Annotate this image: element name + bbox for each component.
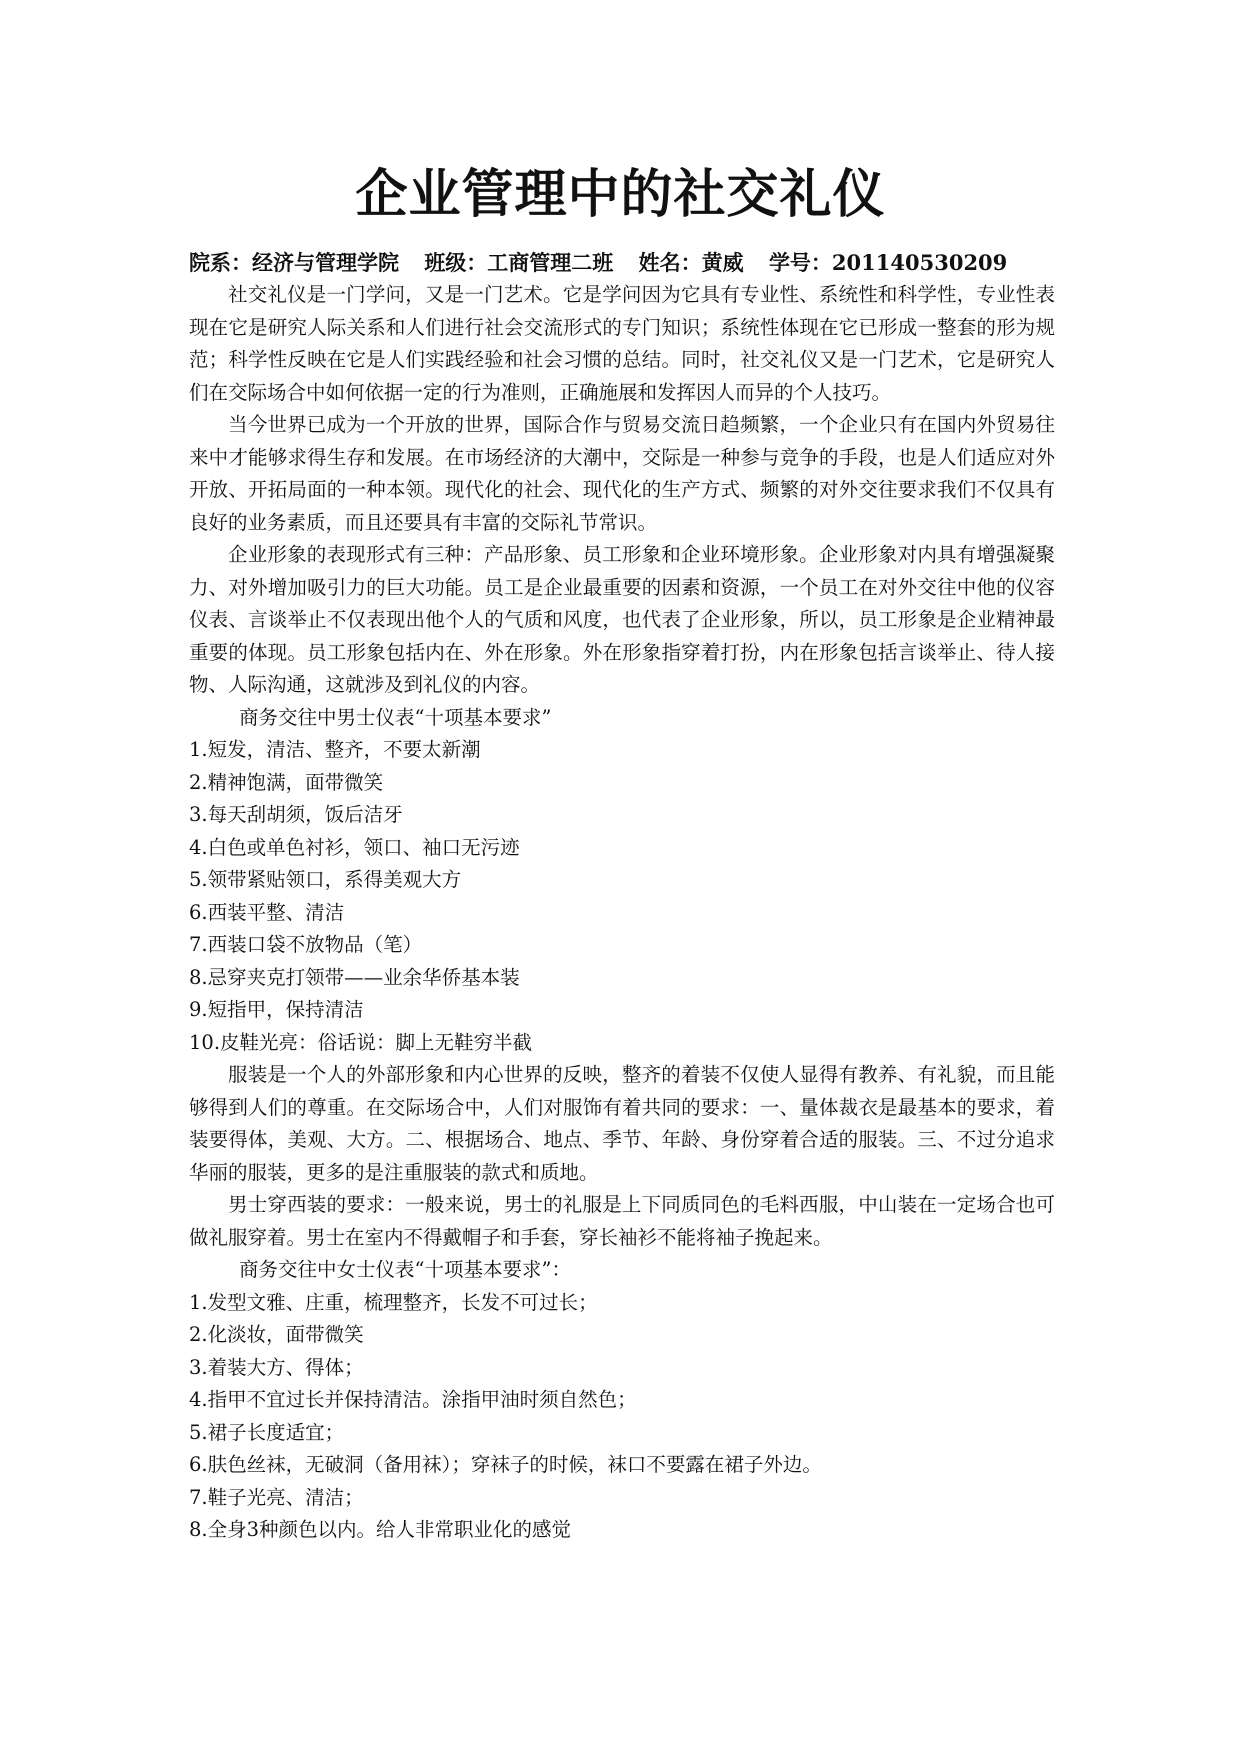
list-item: 6.西装平整、清洁 [189, 900, 345, 924]
department: 院系：经济与管理学院 [189, 250, 399, 275]
document-body [189, 279, 1055, 1547]
list-item: 2.精神饱满，面带微笑 [189, 770, 384, 794]
list-item: 1.发型文雅、庄重，梳理整齐，长发不可过长； [189, 1290, 598, 1314]
list-item: 7.西装口袋不放物品（笔） [189, 933, 423, 956]
list-item: 9.短指甲，保持清洁 [189, 998, 364, 1021]
author-info [189, 247, 1089, 279]
paragraph: 男士穿西装的要求：一般来说，男士的礼服是上下同质同色的毛料西服，中山装在一定场合也可做礼服穿着。男士在室内不得戴帽子和手套，穿长袖衫不能将袖子挽起来。 [189, 1193, 1055, 1249]
list-item: 5.领带紧贴领口，系得美观大方 [189, 868, 462, 891]
women-requirements-heading: 商务交往中女士仪表“十项基本要求”： [239, 1258, 571, 1281]
paragraph: 企业形象的表现形式有三种：产品形象、员工形象和企业环境形象。企业形象对内具有增强凝聚力、对外增加吸引力的巨大功能。员工是企业最重要的因素和资源，一个员工在对外交往中他的仪容仪表、言谈举止不仅表现出他个人的气质和风度，也代表了企业形象，所以，员工形象是企业精神最重要的体现。员工形象包括内在、外在形象。外在形象指穿着打扮，内在形象包括言谈举止、待人接物、人际沟通，这就涉及到礼仪的内容。 [189, 543, 1055, 696]
list-item: 3.每天刮胡须，饭后洁牙 [189, 803, 403, 826]
list-item: 2.化淡妆，面带微笑 [189, 1323, 364, 1346]
list-item: 4.白色或单色衬衫，领口、袖口无污迹 [189, 835, 520, 859]
student-id: 学号：201140530209 [768, 250, 1008, 275]
student-name: 姓名：黄威 [638, 250, 744, 275]
list-item: 7.鞋子光亮、清洁； [189, 1485, 364, 1509]
list-item: 8.全身3种颜色以内。给人非常职业化的感觉 [189, 1518, 572, 1541]
paragraph: 当今世界已成为一个开放的世界，国际合作与贸易交流日趋频繁，一个企业只有在国内外贸易往来中才能够求得生存和发展。在市场经济的大潮中，交际是一种参与竞争的手段，也是人们适应对外开放、开拓局面的一种本领。现代化的社会、现代化的生产方式、频繁的对外交往要求我们不仅具有良好的业务素质，而且还要具有丰富的交际礼节常识。 [189, 413, 1055, 534]
list-item: 8.忌穿夹克打领带——业余华侨基本装 [189, 965, 520, 989]
paragraph: 服装是一个人的外部形象和内心世界的反映，整齐的着装不仅使人显得有教养、有礼貌，而且能够得到人们的尊重。在交际场合中，人们对服饰有着共同的要求：一、量体裁衣是最基本的要求，着装要得体，美观、大方。二、根据场合、地点、季节、年龄、身份穿着合适的服装。三、不过分追求华丽的服装，更多的是注重服装的款式和质地。 [189, 1063, 1055, 1184]
list-item: 5.裙子长度适宜； [189, 1420, 345, 1444]
list-item: 6.肤色丝袜，无破洞（备用袜）；穿袜子的时候，袜口不要露在裙子外边。 [189, 1453, 822, 1476]
list-item: 3.着装大方、得体； [189, 1355, 364, 1379]
men-requirements-list [189, 734, 1055, 1059]
list-item: 1.短发，清洁、整齐，不要太新潮 [189, 738, 481, 761]
class-name: 班级：工商管理二班 [424, 250, 614, 275]
list-item: 10.皮鞋光亮：俗话说：脚上无鞋穷半截 [189, 1030, 533, 1054]
paragraph: 社交礼仪是一门学问，又是一门艺术。它是学问因为它具有专业性、系统性和科学性，专业性表现在它是研究人际关系和人们进行社会交流形式的专门知识；系统性体现在它已形成一整套的形为规范；科学性反映在它是人们实践经验和社会习惯的总结。同时，社交礼仪又是一门艺术，它是研究人们在交际场合中如何依据一定的行为准则，正确施展和发挥因人而异的个人技巧。 [189, 283, 1055, 404]
list-item: 4.指甲不宜过长并保持清洁。涂指甲油时须自然色； [189, 1388, 637, 1411]
men-requirements-heading: 商务交往中男士仪表“十项基本要求” [239, 705, 552, 729]
document-title: 企业管理中的社交礼仪 [355, 164, 886, 225]
women-requirements-list [189, 1287, 1055, 1547]
